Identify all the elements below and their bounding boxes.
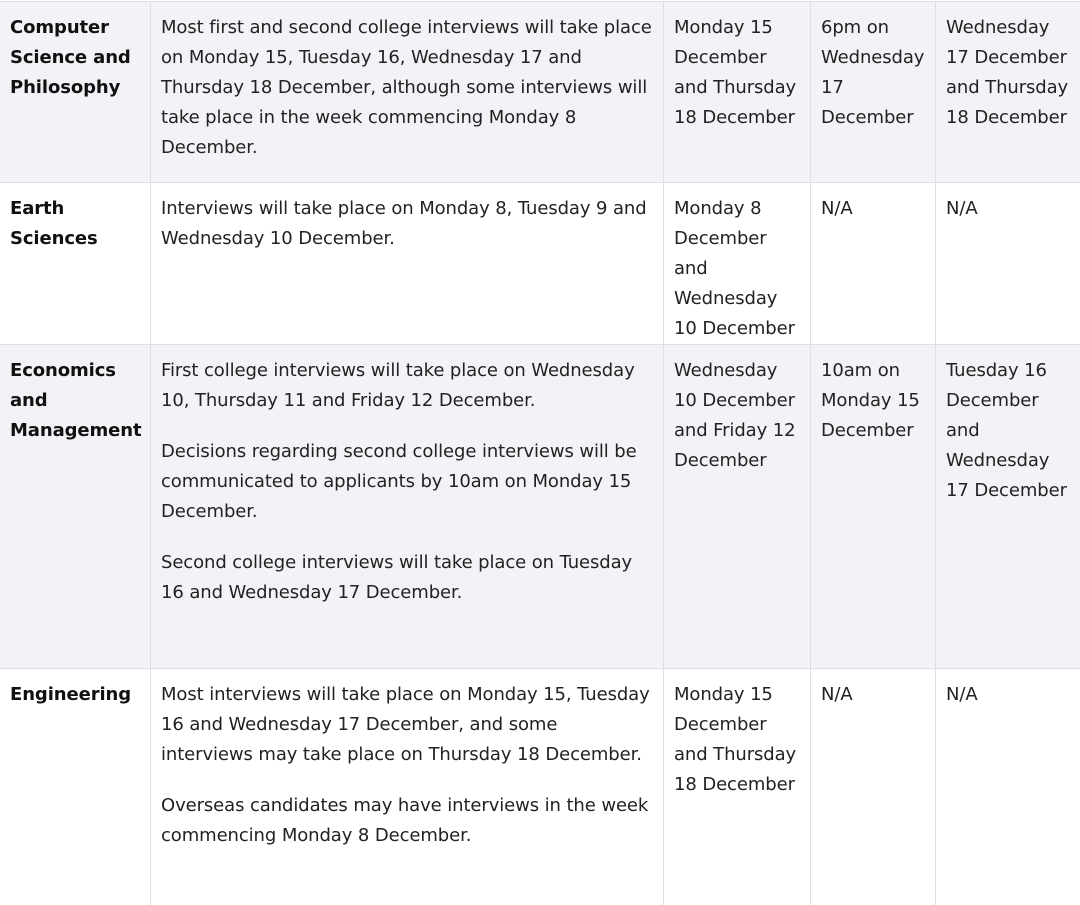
table-row-earth-sciences: [0, 183, 1080, 345]
description-paragraph: Overseas candidates may have interviews in the week commencing Monday 8 December.: [161, 795, 649, 846]
description-cell: [151, 2, 664, 183]
subject-cell: Economics and Management: [0, 345, 151, 669]
first-interviews-cell: Wednesday 10 December and Friday 12 December: [664, 345, 811, 669]
description-paragraph: Second college interviews will take place on Tuesday 16 and Wednesday 17 December.: [161, 552, 633, 603]
second-interviews-cell: Wednesday 17 December and Thursday 18 December: [936, 2, 1080, 183]
interview-schedule-table: [0, 1, 1080, 905]
table-row-economics-and-management: [0, 345, 1080, 669]
description-paragraph: Interviews will take place on Monday 8, Tuesday 9 and Wednesday 10 December.: [161, 198, 647, 249]
table-row-engineering: [0, 669, 1080, 905]
second-interviews-cell: N/A: [936, 669, 1080, 905]
second-interviews-cell: Tuesday 16 December and Wednesday 17 December: [936, 345, 1080, 669]
subject-cell: Earth Sciences: [0, 183, 151, 345]
first-interviews-cell: Monday 15 December and Thursday 18 December: [664, 669, 811, 905]
notification-cell: 6pm on Wednesday 17 December: [811, 2, 936, 183]
second-interviews-cell: N/A: [936, 183, 1080, 345]
notification-cell: 10am on Monday 15 December: [811, 345, 936, 669]
notification-cell: N/A: [811, 669, 936, 905]
subject-cell: Computer Science and Philosophy: [0, 2, 151, 183]
description-paragraph: Decisions regarding second college interviews will be communicated to applicants by 10am on Monday 15 December.: [161, 441, 637, 522]
description-cell: [151, 183, 664, 345]
description-paragraph: Most interviews will take place on Monday 15, Tuesday 16 and Wednesday 17 December, and some interviews may take place on Thursday 18 December.: [161, 684, 650, 765]
table-row-computer-science-and-philosophy: [0, 2, 1080, 183]
first-interviews-cell: Monday 8 December and Wednesday 10 December: [664, 183, 811, 345]
description-cell: [151, 345, 664, 669]
description-paragraph: First college interviews will take place on Wednesday 10, Thursday 11 and Friday 12 December.: [161, 360, 635, 411]
description-cell: [151, 669, 664, 905]
notification-cell: N/A: [811, 183, 936, 345]
description-paragraph: Most first and second college interviews will take place on Monday 15, Tuesday 16, Wednesday 17 and Thursday 18 December, although some interviews will take place in the week commencing Monday 8 December.: [161, 17, 652, 158]
subject-cell: Engineering: [0, 669, 151, 905]
first-interviews-cell: Monday 15 December and Thursday 18 December: [664, 2, 811, 183]
